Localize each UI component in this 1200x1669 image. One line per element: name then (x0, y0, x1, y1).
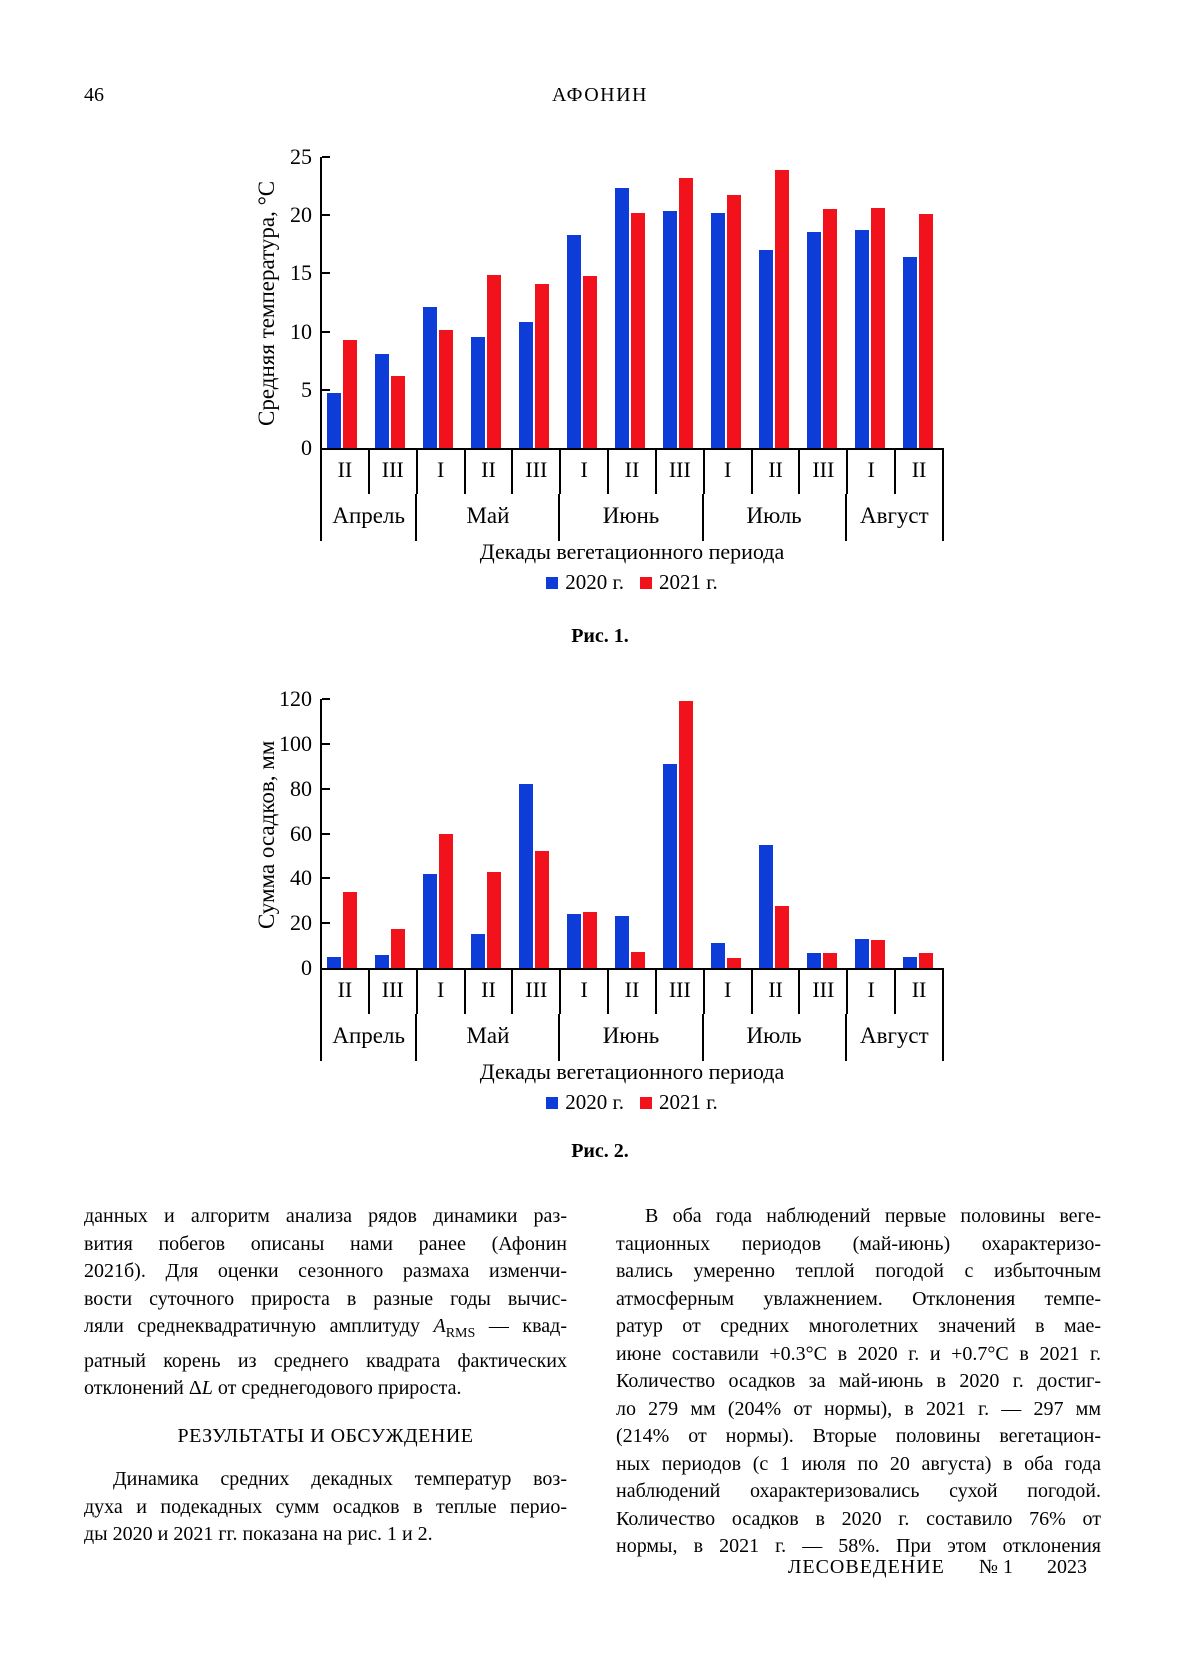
text-line: Количество осадков за май-июнь в 2020 г. достиг- (616, 1370, 1101, 1392)
legend-item (640, 1090, 718, 1115)
text-line: ляли среднеквадратичную амплитуду $A_{RMS}$ — квад- (84, 1315, 567, 1341)
running-title: АФОНИН (551, 84, 648, 106)
bar-2021-4 (535, 851, 549, 968)
bar-2021-12 (919, 953, 933, 968)
y-tick-mark (322, 272, 330, 274)
text-line: ды 2020 и 2021 гг. показана на рис. 1 и 2. (84, 1523, 433, 1545)
bar-2021-9 (775, 906, 789, 968)
text-line: вались умеренно теплой погодой с избыточным (616, 1260, 1101, 1282)
decade-cell: III (370, 970, 418, 1014)
left-paragraph-2 (84, 1466, 567, 1549)
text-line: вости суточного прироста в разные годы вычис- (84, 1287, 567, 1310)
y-tick-mark (322, 156, 330, 158)
bar-2021-12 (919, 214, 933, 448)
text-line: ратур от средних многолетних значений в мае- (616, 1315, 1101, 1337)
legend-swatch-2020 (546, 577, 558, 589)
left-paragraph-1 (84, 1203, 567, 1403)
month-row (320, 494, 944, 541)
bar-2021-7 (679, 701, 693, 968)
decade-cell: I (561, 970, 609, 1014)
bar-2020-10 (807, 953, 821, 968)
legend (320, 1090, 944, 1115)
bar-2021-3 (487, 275, 501, 448)
y-tick-label: 20 (290, 202, 312, 228)
legend-item (546, 1090, 624, 1115)
month-cell: Май (417, 1014, 560, 1061)
page-number: 46 (84, 84, 104, 106)
bar-2020-12 (903, 957, 917, 968)
y-axis-title: Сумма осадков, мм (254, 740, 279, 929)
month-cell: Апрель (322, 1014, 417, 1061)
bar-2021-2 (439, 834, 453, 969)
y-tick-mark (322, 331, 330, 333)
text-line: атмосферным увлажнением. Отклонения темпе- (616, 1287, 1101, 1310)
text-line: вития побегов описаны нами ранее (Афонин (84, 1232, 567, 1255)
right-paragraph-1 (616, 1203, 1101, 1561)
month-row (320, 1014, 944, 1061)
bar-2020-9 (759, 845, 773, 968)
decade-cell: I (848, 970, 896, 1014)
y-tick-label: 80 (290, 775, 312, 801)
decade-cell: II (609, 450, 657, 494)
y-tick-label: 0 (301, 435, 312, 460)
y-tick-mark (322, 743, 330, 745)
legend-label: 2021 г. (659, 570, 718, 594)
bar-2020-8 (711, 213, 725, 448)
left-column (84, 1203, 567, 1549)
footer-journal-name: ЛЕСОВЕДЕНИЕ (787, 1556, 945, 1578)
bar-2020-7 (663, 764, 677, 968)
y-tick-mark (322, 833, 330, 835)
decade-cell: II (322, 970, 370, 1014)
text-line: ло 279 мм (204% от нормы), в 2021 г. — 297 мм (616, 1397, 1101, 1420)
text-line: Динамика средних декадных температур воз- (113, 1468, 567, 1490)
bar-2020-5 (567, 914, 581, 968)
decade-cell: II (911, 977, 927, 1002)
bar-2021-4 (535, 284, 549, 448)
bar-2021-1 (391, 376, 405, 448)
bar-2021-10 (823, 953, 837, 968)
decade-row (320, 450, 944, 494)
bar-2020-9 (759, 250, 773, 448)
bar-2020-10 (807, 232, 821, 449)
bar-2020-11 (855, 939, 869, 968)
text-line: данных и алгоритм анализа рядов динамики раз- (84, 1205, 567, 1227)
bar-2020-3 (471, 934, 485, 968)
month-cell: Июль (704, 1014, 847, 1061)
text-line: духа и подекадных сумм осадков в теплые перио- (84, 1495, 567, 1518)
decade-cell: III (513, 970, 561, 1014)
journal-footer (788, 1556, 1087, 1579)
bar-2021-6 (631, 952, 645, 968)
month-cell: Август (859, 503, 929, 528)
bar-2021-5 (583, 276, 597, 448)
decade-cell: I (705, 450, 753, 494)
decade-cell: III (657, 970, 705, 1014)
bar-2020-8 (711, 943, 725, 968)
decade-cell: III (370, 450, 418, 494)
bar-2020-1 (375, 354, 389, 448)
decade-cell: I (848, 450, 896, 494)
text-line: (214% от нормы). Вторые половины вегетацион- (616, 1425, 1101, 1447)
y-tick-label: 25 (290, 144, 312, 169)
y-tick-label: 0 (301, 955, 312, 980)
bar-2021-6 (631, 213, 645, 448)
decade-cell: II (466, 450, 514, 494)
text-line: 2021б). Для оценки сезонного размаха изменчи- (84, 1260, 567, 1282)
decade-cell: II (609, 970, 657, 1014)
y-tick-label: 120 (279, 686, 312, 711)
decade-cell: I (705, 970, 753, 1014)
bar-2021-1 (391, 929, 405, 968)
text-line: ратный корень из среднего квадрата фактических (84, 1349, 567, 1372)
decade-row (320, 970, 944, 1014)
month-cell: Август (859, 1023, 929, 1048)
x-axis-title: Декады вегетационного периода (479, 1059, 785, 1084)
bar-2020-4 (519, 784, 533, 968)
y-tick-label: 10 (290, 318, 312, 344)
y-tick-label: 100 (279, 730, 312, 756)
month-cell: Май (417, 494, 560, 541)
decade-cell: III (513, 450, 561, 494)
y-tick-mark (322, 788, 330, 790)
bar-2021-3 (487, 872, 501, 968)
decade-cell: III (800, 970, 848, 1014)
bar-2021-2 (439, 330, 453, 448)
legend-label: 2021 г. (659, 1090, 718, 1114)
bar-2021-0 (343, 892, 357, 968)
y-tick-label: 15 (290, 260, 312, 286)
legend-swatch-2021 (640, 1097, 652, 1109)
decade-cell: II (753, 450, 801, 494)
footer-issue: № 1 (978, 1556, 1013, 1578)
legend-item (640, 570, 718, 595)
text-line: Количество осадков в 2020 г. составило 76% от (616, 1507, 1101, 1530)
decade-cell: I (418, 970, 466, 1014)
bar-2020-5 (567, 235, 581, 448)
bar-2020-0 (327, 393, 341, 448)
month-cell: Апрель (322, 494, 417, 541)
bar-2020-6 (615, 188, 629, 448)
y-tick-mark (322, 214, 330, 216)
decade-cell: II (753, 970, 801, 1014)
section-heading: РЕЗУЛЬТАТЫ И ОБСУЖДЕНИЕ (177, 1424, 474, 1447)
text-line: июне составили +0.3°C в 2020 г. и +0.7°C в 2021 г. (616, 1342, 1101, 1365)
bar-2021-5 (583, 912, 597, 968)
bar-2020-7 (663, 211, 677, 448)
plot-area (320, 157, 944, 450)
legend-label: 2020 г. (565, 1090, 624, 1114)
figure-2-caption: Рис. 2. (571, 1140, 629, 1162)
y-tick-label: 5 (301, 376, 312, 402)
y-axis-title: Средняя температура, °C (254, 180, 279, 427)
decade-cell: III (800, 450, 848, 494)
bar-2020-3 (471, 337, 485, 448)
decade-cell: II (911, 457, 927, 482)
bar-2021-10 (823, 209, 837, 448)
footer-year: 2023 (1047, 1556, 1087, 1578)
bar-2021-8 (727, 958, 741, 968)
decade-cell: III (657, 450, 705, 494)
x-axis-title: Декады вегетационного периода (479, 539, 785, 564)
legend (320, 570, 944, 595)
plot-area (320, 699, 944, 970)
bar-2020-2 (423, 874, 437, 968)
decade-cell: II (466, 970, 514, 1014)
legend-item (546, 570, 624, 595)
month-cell: Июль (704, 494, 847, 541)
month-cell: Июнь (560, 1014, 703, 1061)
decade-cell: II (322, 450, 370, 494)
bar-2020-6 (615, 916, 629, 968)
bar-2020-1 (375, 955, 389, 968)
legend-swatch-2020 (546, 1097, 558, 1109)
bar-2020-11 (855, 230, 869, 448)
legend-swatch-2021 (640, 577, 652, 589)
text-line: отклонений ΔL от среднегодового прироста. (84, 1377, 462, 1399)
bar-2021-0 (343, 340, 357, 448)
y-tick-label: 40 (290, 865, 312, 891)
bar-2020-12 (903, 257, 917, 448)
y-tick-mark (322, 698, 330, 700)
text-line: ных периодов (с 1 июля по 20 августа) в оба года (616, 1452, 1101, 1475)
y-tick-mark (322, 922, 330, 924)
text-line: тационных периодов (май-июнь) охарактеризо- (616, 1232, 1101, 1255)
bar-2021-11 (871, 940, 885, 968)
bar-2020-4 (519, 322, 533, 448)
bar-2021-8 (727, 195, 741, 448)
text-line: нормы, в 2021 г. — 58%. При этом отклонения (616, 1535, 1101, 1557)
decade-cell: I (561, 450, 609, 494)
bar-2021-11 (871, 208, 885, 448)
bar-2021-9 (775, 170, 789, 448)
y-tick-label: 20 (290, 910, 312, 936)
bar-2020-2 (423, 307, 437, 448)
text-line: наблюдений охарактеризовались сухой погодой. (616, 1480, 1101, 1502)
decade-cell: I (418, 450, 466, 494)
legend-label: 2020 г. (565, 570, 624, 594)
bar-2021-7 (679, 178, 693, 448)
right-column (616, 1203, 1101, 1561)
y-tick-mark (322, 389, 330, 391)
month-cell: Июнь (560, 494, 703, 541)
figure-1-caption: Рис. 1. (571, 625, 629, 647)
y-tick-mark (322, 877, 330, 879)
text-line: В оба года наблюдений первые половины веге- (645, 1205, 1101, 1227)
y-tick-label: 60 (290, 820, 312, 846)
bar-2020-0 (327, 957, 341, 968)
